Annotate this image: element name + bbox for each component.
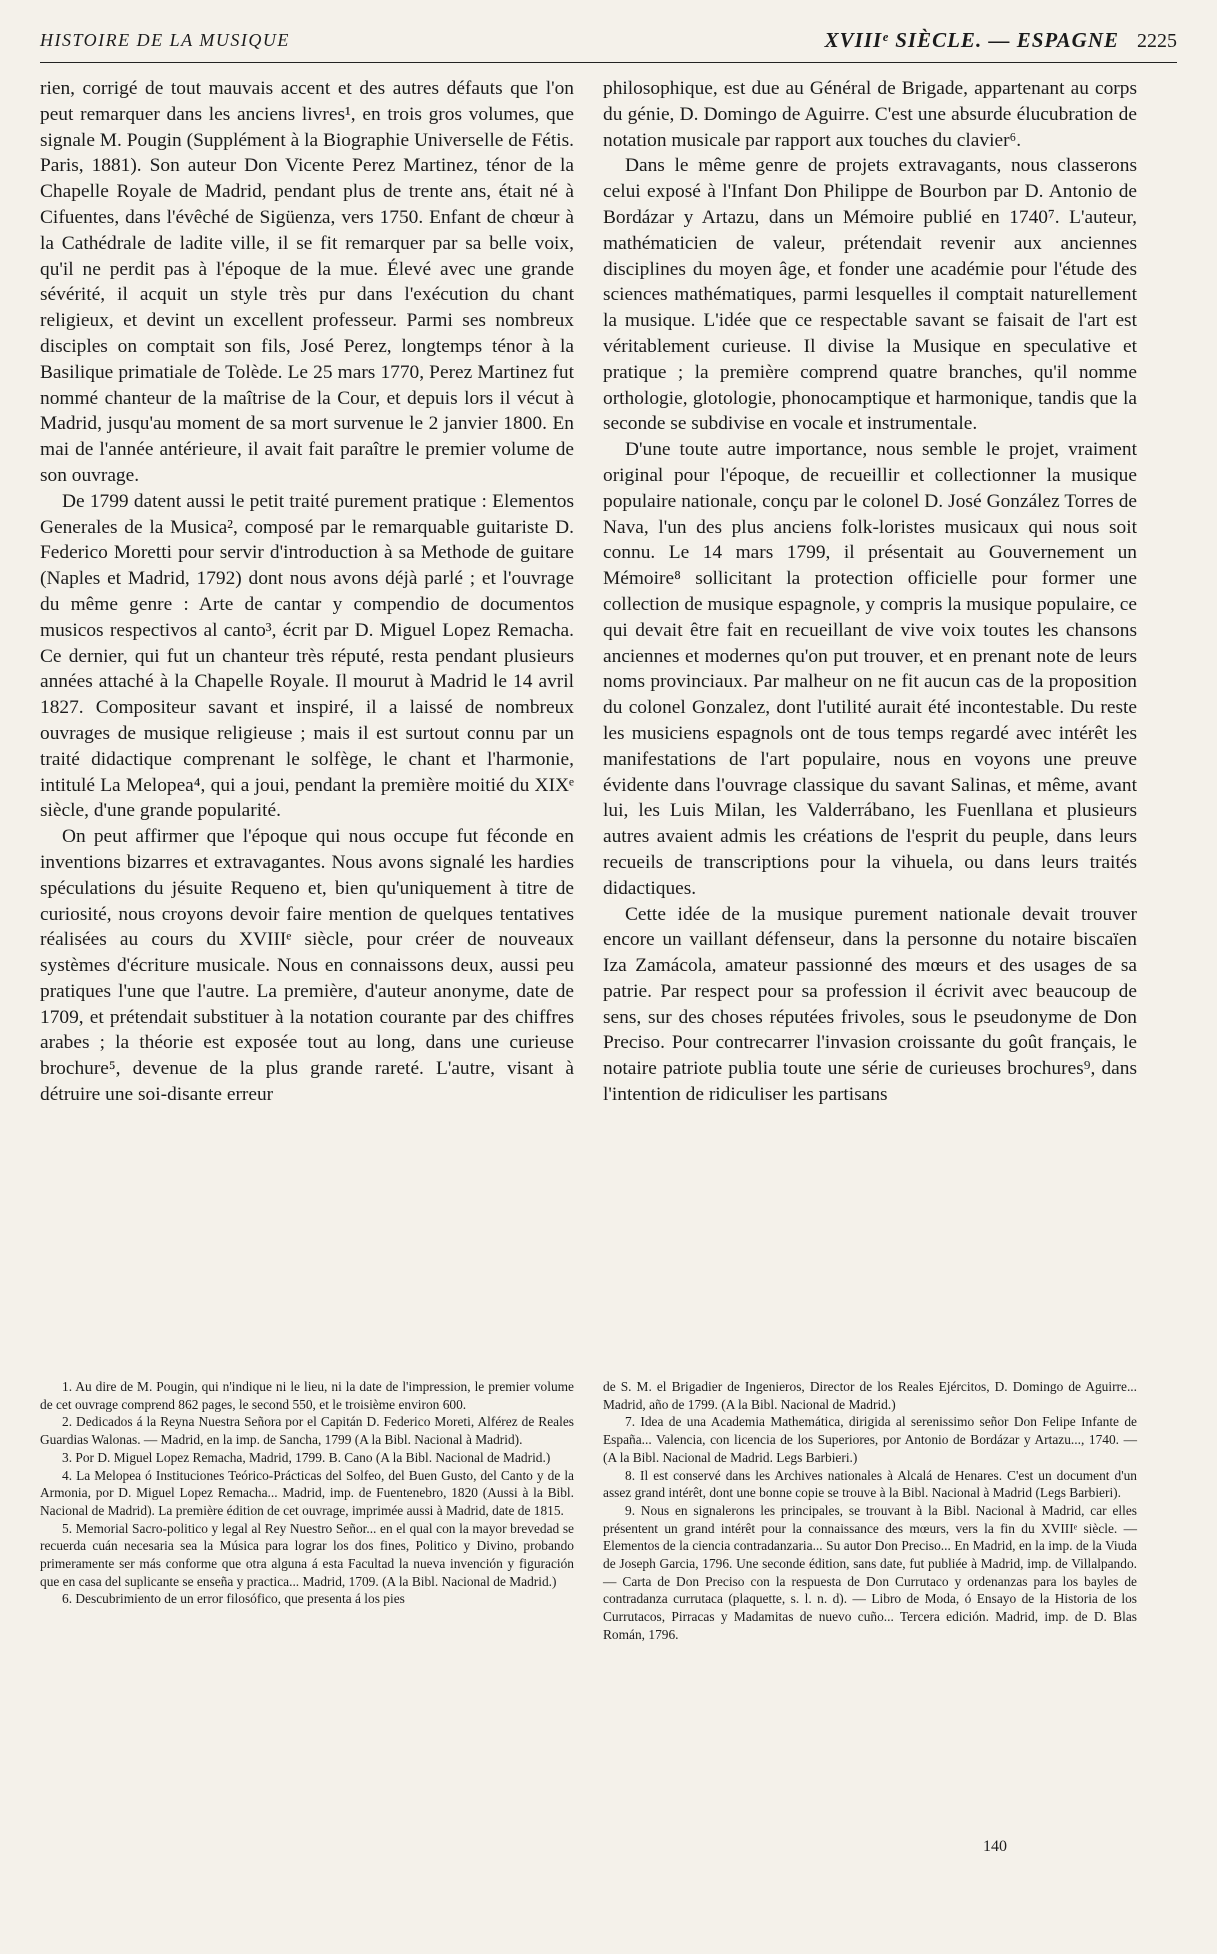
header-section: XVIIIᵉ SIÈCLE. — ESPAGNE — [824, 28, 1119, 52]
footnote: 2. Dedicados á la Reyna Nuestra Señora por el Capitán D. Federico Moreti, Alférez de Reales Guardias Walonas. — Madrid, en la imp. de Sancha, 1799 (A la Bibl. Nacional à Madrid). — [40, 1414, 574, 1448]
paragraph: philosophique, est due au Général de Brigade, appartenant au corps du génie, D. Domingo de Aguirre. C'est une absurde élucubration de notation musicale par rapport aux touches du clavier⁶. — [603, 78, 1137, 151]
footnote: 3. Por D. Miguel Lopez Remacha, Madrid, 1799. B. Cano (A la Bibl. Nacional de Madrid.) — [62, 1449, 551, 1465]
footnote: 1. Au dire de M. Pougin, qui n'indique ni le lieu, ni la date de l'impression, le premier volume de cet ouvrage comprend 862 pages, le second 550, et le troisième environ 600. — [40, 1379, 574, 1412]
footnote: 6. Descubrimiento de un error filosófico, que presenta á los pies — [62, 1591, 405, 1607]
footnote: 7. Idea de una Academia Mathemática, dirigida al serenissimo señor Don Felipe Infante de España... Valencia, con licencia de los Superiores, por Antonio de Bordázar y Artazu..., 1740. — (A la Bibl. Nacional de Madrid. Legs Barbieri.) — [603, 1414, 1137, 1465]
footnote-continued: de S. M. el Brigadier de Ingenieros, Director de los Reales Ejércitos, D. Domingo de Aguirre... Madrid, año de 1799. (A la Bibl. Nacional de Madrid.) — [603, 1379, 1137, 1412]
header-title-left: HISTOIRE DE LA MUSIQUE — [40, 30, 290, 50]
header-page-number: 2225 — [1137, 30, 1177, 52]
header-title-right — [825, 28, 1177, 53]
left-column — [40, 76, 574, 1108]
paragraph: Cette idée de la musique purement nationale devait trouver encore un vaillant défenseur, dans la personne du notaire biscaïen Iza Zamácola, amateur passionné des mœurs et des usages de sa patrie. Par respect pour sa profession il écrivit avec beaucoup de sens, sur des choses réputées frivoles, sous le pseudonyme de Don Preciso. Pour contrecarrer l'invasion croissante du goût français, le notaire patriote publia toute une série de curieuses brochures⁹, dans l'intention de ridiculiser les partisans — [603, 903, 1137, 1106]
footnote: 4. La Melopea ó Instituciones Teórico-Prácticas del Solfeo, del Buen Gusto, del Canto y de la Armonia, por D. Miguel Lopez Remacha... Madrid, imp. de Fuentenebro, 1820 (Aussi à la Bibl. Nacional de Madrid). La première édition de cet ouvrage, imprimée aussi à Madrid, date de 1815. — [40, 1467, 574, 1518]
paragraph: On peut affirmer que l'époque qui nous occupe fut féconde en inventions bizarres et extravagantes. Nous avons signalé les hardies spéculations du jésuite Requeno et, bien qu'uniquement à titre de curiosité, nous croyons devoir faire mention de quelques tentatives réalisées au cours du XVIIIᵉ siècle, pour créer de nouveaux systèmes d'écriture musicale. Nous en connaissons deux, aussi peu pratiques l'une que l'autre. La première, d'auteur anonyme, date de 1709, et prétendait substituer à la notation courante par des chiffres arabes ; la théorie est exposée tout au long, dans une curieuse brochure⁵, devenue de la plus grande rareté. L'autre, visant à détruire une soi-disante erreur — [40, 826, 574, 1106]
paragraph: rien, corrigé de tout mauvais accent et des autres défauts que l'on peut remarquer dans les anciens livres¹, en trois gros volumes, que signale M. Pougin (Supplément à la Biographie Universelle de Fétis. Paris, 1881). Son auteur Don Vicente Perez Martinez, ténor de la Chapelle Royale de Madrid, pendant plus de trente ans, était né à Cifuentes, dans l'évêché de Sigüenza, vers 1750. Enfant de chœur à la Cathédrale de ladite ville, il se fit remarquer par sa belle voix, qu'il ne perdit pas à l'époque de la mue. Élevé avec une grande sévérité, il acquit un style très pur dans l'exécution du chant religieux, et devint un excellent professeur. Parmi ses nombreux disciples on comptait son fils, José Perez, longtemps ténor à la Basilique primatiale de Tolède. Le 25 mars 1770, Perez Martinez fut nommé chanteur de la maîtrise de la Cour, et depuis lors il vécut à Madrid, jusqu'au moment de sa mort survenue le 2 janvier 1800. En mai de l'année antérieure, il avait fait paraître le premier volume de son ouvrage. — [40, 78, 574, 486]
footnotes-left — [40, 1378, 574, 1608]
paragraph: De 1799 datent aussi le petit traité purement pratique : Elementos Generales de la Musica², composé par le remarquable guitariste D. Federico Moretti pour servir d'introduction à sa Methode de guitare (Naples et Madrid, 1792) dont nous avons déjà parlé ; et l'ouvrage du même genre : Arte de cantar y compendio de documentos musicos respectivos al canto³, écrit par D. Miguel Lopez Remacha. Ce dernier, qui fut un chanteur très réputé, resta pendant plusieurs années attaché à la Chapelle Royale. Il mourut à Madrid le 14 avril 1827. Compositeur savant et inspiré, il a laissé de nombreux ouvrages de musique religieuse ; mais il est surtout connu par un traité didactique comprenant le solfège, le chant et l'harmonie, intitulé La Melopea⁴, qui a joui, pendant la première moitié du XIXᵉ siècle, d'une grande popularité. — [40, 490, 574, 822]
footnote: 8. Il est conservé dans les Archives nationales à Alcalá de Henares. C'est un document d'un assez grand intérêt, dont une bonne copie se trouve à la Bibl. Nacional à Madrid (Legs Barbieri). — [603, 1467, 1137, 1501]
paragraph: Dans le même genre de projets extravagants, nous classerons celui exposé à l'Infant Don Philippe de Bourbon par D. Antonio de Bordázar y Artazu, dans un Mémoire publié en 1740⁷. L'auteur, mathématicien de valeur, prétendait revenir aux anciennes disciplines du moyen âge, et fonder une académie pour l'étude des sciences mathématiques, parmi lesquelles il comptait naturellement la musique. L'idée que ce respectable savant se faisait de l'art est véritablement curieuse. Il divise la Musique en speculative et pratique ; la première comprend quatre branches, qu'il nomme orthologie, glotologie, phonocamptique et harmonique, tandis que la seconde se subdivise en vocale et instrumentale. — [603, 155, 1137, 435]
footnotes-right — [603, 1378, 1137, 1644]
footnote: 5. Memorial Sacro-politico y legal al Rey Nuestro Señor... en el qual con la mayor brevedad se recuerda cuán necesaria sea la Música para lograr los dos fines, Politico y Divino, probando primeramente ser más conforme que otra alguna á esta Facultad la nueva invención y figuración que en casa del suplicante se enseña y practica... Madrid, 1709. (A la Bibl. Nacional de Madrid.) — [40, 1520, 574, 1589]
footnote: 9. Nous en signalerons les principales, se trouvant à la Bibl. Nacional à Madrid, car elles présentent un grand intérêt pour la connaissance des mœurs, vers la fin du XVIIIᵉ siècle. — Elementos de la ciencia contradanzaria... Su autor Don Preciso... En Madrid, en la imp. de la Viuda de Joseph Garcia, 1796. Une seconde édition, sans date, fut publiée à Madrid, imp. de Villalpando. — Carta de Don Preciso con la respuesta de Don Currutaco y ordenanzas para los bayles de contradanza currutaca (plaquette, s. l. n. d). — Libro de Moda, ó Ensayo de la Historia de los Currutacos, Pirracas y Madamitas de nuevo cuño... Tercera edición. Madrid, imp. de D. Blas Román, 1796. — [603, 1502, 1137, 1642]
sheet-number: 140 — [983, 1838, 1007, 1855]
running-header — [40, 28, 1177, 63]
paragraph: D'une toute autre importance, nous semble le projet, vraiment original pour l'époque, de recueillir et collectionner la musique populaire nationale, conçu par le colonel D. José González Torres de Nava, l'un des plus anciens folk-loristes musicaux qui nous soit connu. Le 14 mars 1799, il présentait au Gouvernement un Mémoire⁸ sollicitant la protection officielle pour former une collection de musique espagnole, y compris la musique populaire, ce qui devait être fait en recueillant de vive voix toutes les chansons anciennes et modernes qu'on put trouver, et en prenant note de leurs noms provinciaux. Par malheur on ne fit aucun cas de la proposition du colonel Gonzalez, dont l'utilité aurait été incontestable. Du reste les musiciens espagnols ont de tous temps regardé avec intérêt les manifestations de l'art populaire, nous en voyons une preuve évidente dans l'ouvrage classique du savant Salinas, et même, avant lui, les Luis Milan, les Valderrábano, les Fuenllana et plusieurs autres avaient admis les créations de l'esprit du peuple, dans leurs recueils de transcriptions pour la vihuela, ou dans leurs traités didactiques. — [603, 439, 1137, 899]
right-column — [603, 76, 1137, 1108]
